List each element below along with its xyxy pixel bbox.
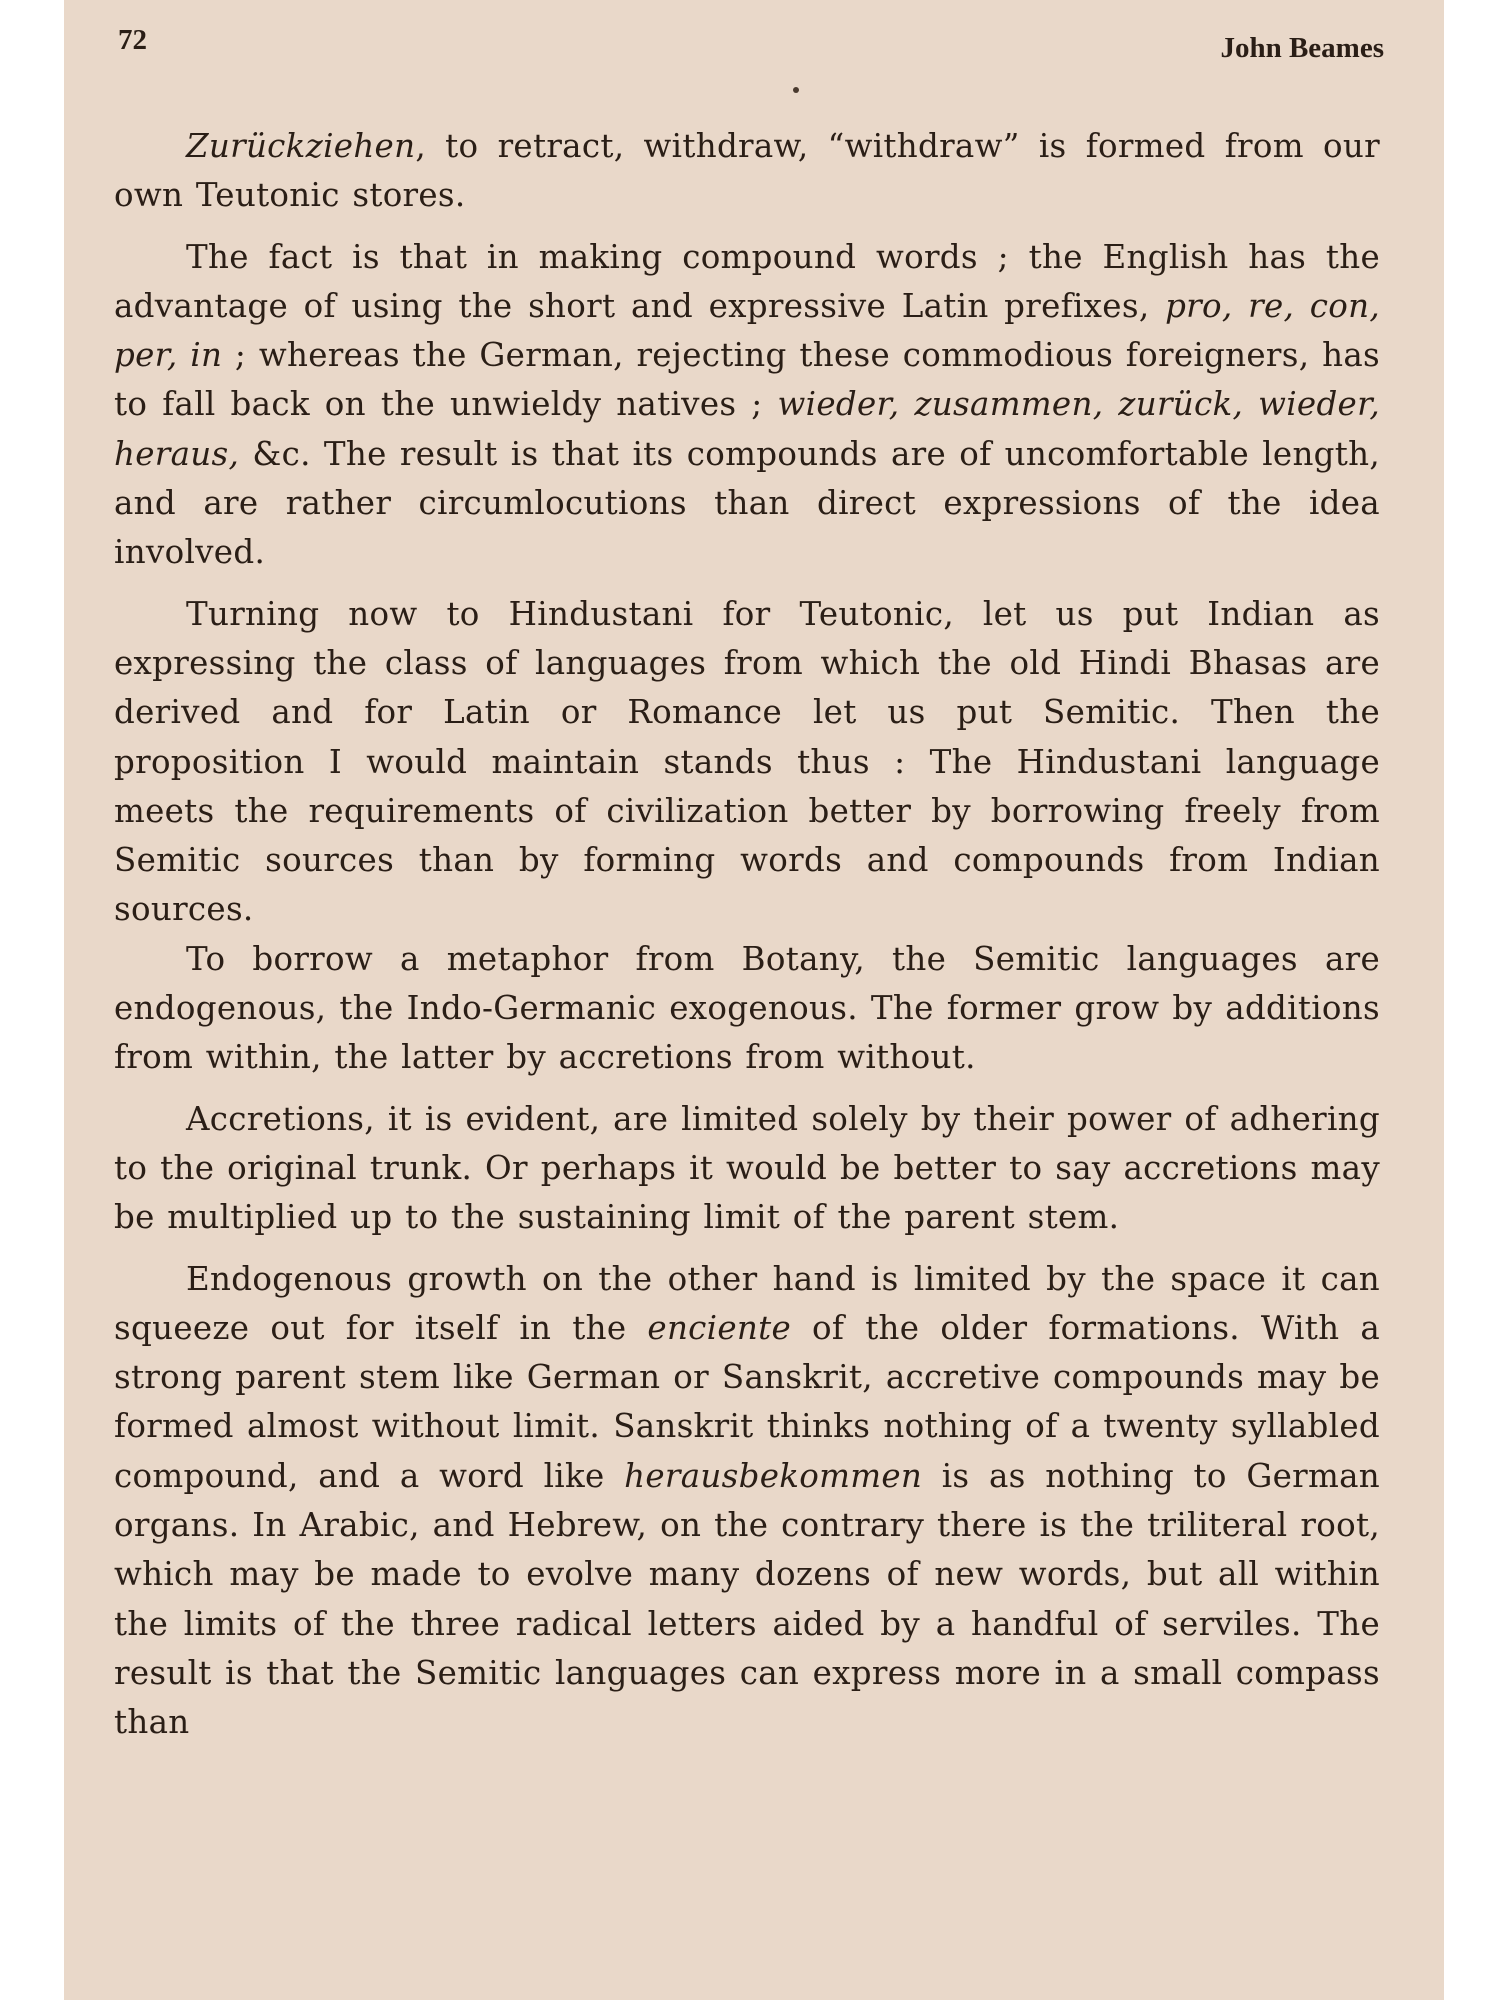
paragraph-4-text-1: To borrow a metaphor from Botany, the Semitic languages are endogenous, the Indo-Germanic exogenous. The former grow by additions from within, the latter by accretions from without. [114,939,1380,1077]
paragraph-6-text-5: is as nothing to German organs. In Arabic, and Hebrew, on the contrary there is the triliteral root, which may be made to evolve many dozens of new words, but all within the limits of the three radical letters aided by a handful of serviles. The result is that the Semitic languages can express more in a small compass than [114,1456,1380,1742]
paragraph-6-text-3: of the older formations. With a strong parent stem like German or Sanskrit, accretive compounds may be formed almost without limit. Sanskrit thinks nothing of a twenty syllabled compound, and a word like [114,1308,1380,1495]
running-title: John Beames [1220,32,1384,64]
paragraph-1 [114,122,1380,221]
paragraph-2-text-3: ; whereas the German, rejecting these commodious foreigners, has to fall back on the unwieldy natives ; [114,336,1380,424]
paragraph-6-italic-4: herausbekommen [624,1456,923,1495]
paragraph-6-text-1: Endogenous growth on the other hand is limited by the space it can squeeze out for itself in the [114,1259,1380,1347]
body-text [114,122,1380,1748]
paragraph-4 [114,935,1380,1083]
paragraph-3 [114,590,1380,935]
paragraph-2-text-1: The fact is that in making compound words ; the English has the advantage of using the short and expressive Latin prefixes, [114,237,1380,325]
paragraph-2 [114,233,1380,578]
print-speck [793,87,799,93]
paragraph-1-italic-1: Zurückziehen [186,127,416,165]
paragraph-6-italic-2: enciente [647,1308,792,1347]
paragraph-5-text-1: Accretions, it is evident, are limited solely by their power of adhering to the original trunk. Or perhaps it would be better to say accretions may be multiplied up to the sustaining limit of the parent stem. [114,1099,1380,1237]
paragraph-2-text-5: &c. The result is that its compounds are of uncomfortable length, and are rather circumlocutions than direct expressions of the idea involved. [114,434,1380,572]
paragraph-2-italic-4: wieder, zusammen, zurück, wieder, heraus, [114,385,1380,473]
paragraph-6 [114,1255,1380,1748]
page-number: 72 [118,24,147,56]
paragraph-2-italic-2: pro, re, con, per, in [114,286,1380,375]
paragraph-5 [114,1095,1380,1243]
paragraph-3-text-1: Turning now to Hindustani for Teutonic, let us put Indian as expressing the class of languages from which the old Hindi Bhasas are derived and for Latin or Romance let us put Semitic. Then the proposition I would maintain stands thus : The Hindustani language meets the requirements of civilization better by borrowing freely from Semitic sources than by forming words and compounds from Indian sources. [114,594,1380,929]
paragraph-1-text-2: , to retract, withdraw, “withdraw” is formed from our own Teutonic stores. [114,127,1380,215]
book-page [64,0,1444,2000]
running-head [118,24,1384,64]
